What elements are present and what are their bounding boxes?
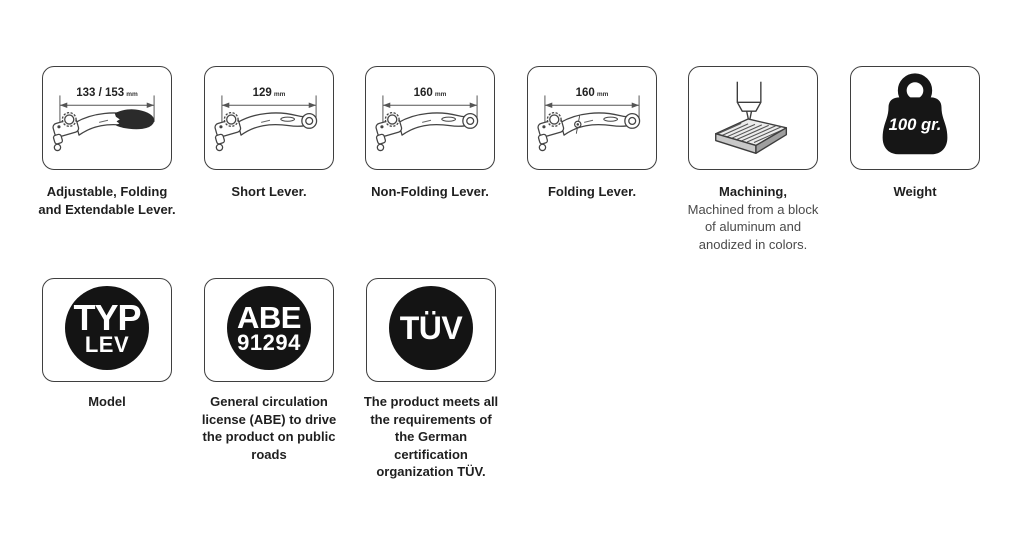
card-caption-abe: General circulation license (ABE) to drive the product on public roads bbox=[201, 394, 337, 462]
abe-number-text: 91294 bbox=[237, 329, 301, 355]
card-caption-machining: Machining, Machined from a block of aluminum and anodized in colors. bbox=[687, 184, 819, 252]
typ-badge-text: TYP bbox=[73, 297, 141, 338]
feature-card-weight bbox=[850, 66, 980, 170]
card-caption-folding-lever: Folding Lever. bbox=[547, 184, 637, 199]
tuv-badge-text: TÜV bbox=[399, 310, 463, 346]
typ-lev-badge bbox=[65, 286, 149, 370]
card-caption-model: Model bbox=[88, 394, 126, 409]
feature-card-tuv bbox=[366, 278, 496, 382]
card-caption-adjustable-lever: Adjustable, Folding and Extendable Lever. bbox=[38, 184, 176, 217]
dimension-label: 160 mm bbox=[413, 87, 447, 99]
folding-lever-diagram-icon bbox=[528, 67, 656, 169]
feature-card-non-folding-lever bbox=[365, 66, 495, 170]
card-caption-weight: Weight bbox=[893, 184, 937, 199]
feature-card-adjustable-lever bbox=[42, 66, 172, 170]
weight-value-text: 100 gr. bbox=[888, 114, 942, 134]
machining-icon bbox=[689, 67, 817, 169]
dimension-label: 133 / 153 mm bbox=[76, 87, 138, 99]
card-caption-short-lever: Short Lever. bbox=[231, 184, 307, 199]
feature-card-folding-lever bbox=[527, 66, 657, 170]
abe-badge-text: ABE bbox=[237, 299, 301, 335]
short-lever-diagram-icon bbox=[205, 67, 333, 169]
feature-card-model bbox=[42, 278, 172, 382]
weight-icon bbox=[851, 67, 979, 169]
tuv-badge bbox=[389, 286, 473, 370]
dimension-label: 129 mm bbox=[252, 87, 286, 99]
non-folding-lever-diagram-icon bbox=[366, 67, 494, 169]
abe-badge bbox=[227, 286, 311, 370]
lev-badge-text: LEV bbox=[84, 332, 130, 357]
card-caption-non-folding-lever: Non-Folding Lever. bbox=[371, 184, 489, 199]
card-caption-tuv: The product meets all the requirements of the German certification organization TÜV. bbox=[363, 394, 499, 479]
dimension-label: 160 mm bbox=[575, 87, 609, 99]
adjustable-lever-diagram-icon bbox=[43, 67, 171, 169]
feature-card-machining bbox=[688, 66, 818, 170]
feature-card-abe bbox=[204, 278, 334, 382]
feature-card-short-lever bbox=[204, 66, 334, 170]
